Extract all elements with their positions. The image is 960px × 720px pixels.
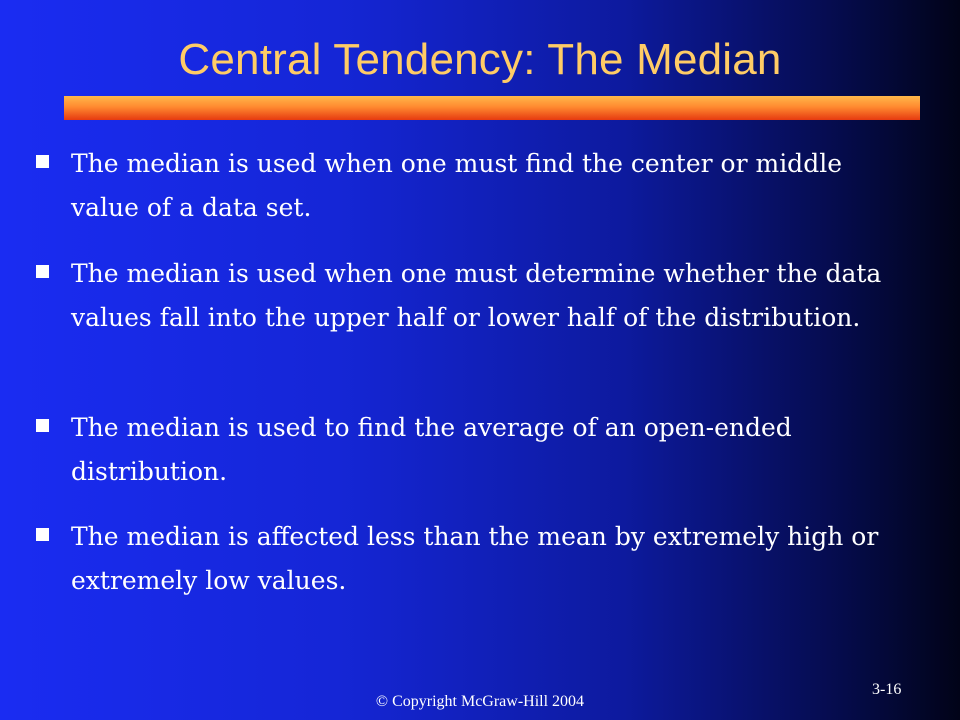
bullet-text-4: The median is affected less than the mean by extremely high or extremely low values.: [71, 522, 879, 595]
bullet-item-2: [36, 252, 916, 340]
bullet-item-3: [36, 406, 916, 494]
bullet-text-1: The median is used when one must find the center or middle value of a data set.: [71, 149, 842, 222]
square-bullet-icon: [36, 419, 49, 432]
square-bullet-icon: [36, 528, 49, 541]
bullet-text-3: The median is used to find the average of an open-ended distribution.: [71, 413, 792, 486]
title-underline-bar: [64, 96, 920, 120]
square-bullet-icon: [36, 155, 49, 168]
bullet-text-2: The median is used when one must determine whether the data values fall into the upper half or lower half of the distribution.: [71, 259, 882, 332]
bullet-item-1: [36, 142, 916, 230]
slide-title: Central Tendency: The Median: [178, 35, 782, 84]
slide-number: 3-16: [872, 681, 902, 698]
bullet-item-4: [36, 515, 916, 603]
copyright-footer: © Copyright McGraw-Hill 2004: [375, 693, 585, 710]
square-bullet-icon: [36, 265, 49, 278]
